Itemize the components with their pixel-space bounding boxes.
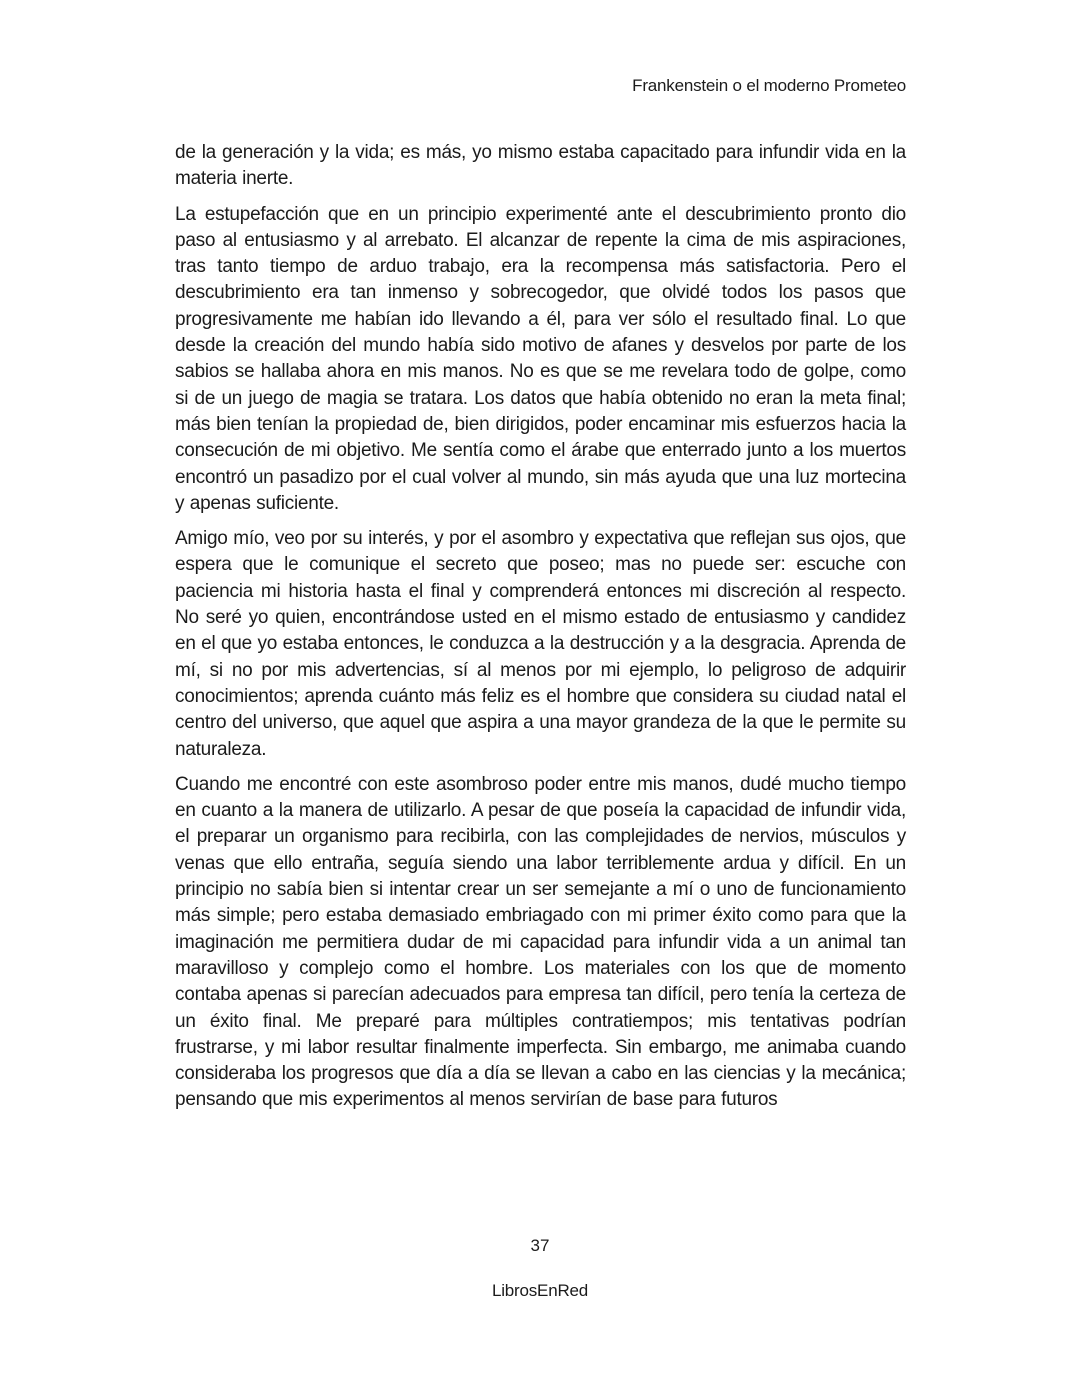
paragraph: de la generación y la vida; es más, yo mismo estaba capacitado para infundir vida en la materia inerte. <box>175 142 906 190</box>
page-number: 37 <box>530 1236 550 1255</box>
book-page <box>175 0 906 1397</box>
running-header: Frankenstein o el moderno Prometeo <box>632 76 906 95</box>
body-text <box>175 140 906 1123</box>
paragraph: Cuando me encontré con este asombroso poder entre mis manos, dudé mucho tiempo en cuanto a la manera de utilizarlo. A pesar de que poseía la capacidad de infundir vida, el preparar un organismo para recibirla, con las complejidades de nervios, músculos y venas que ello entraña, seguía siendo una labor terriblemente ardua y difícil. En un principio no sabía bien si intentar crear un ser semejante a mí o uno de funcionamiento más simple; pero estaba demasiado embriagado con mi primer éxito como para que la imaginación me permitiera dudar de mi capacidad para infundir vida a un animal tan maravilloso y complejo como el hombre. Los materiales con los que de momento contaba apenas si parecían adecuados para empresa tan difícil, pero tenía la certeza de un éxito final. Me preparé para múltiples contratiempos; mis tentativas podrían frustrarse, y mi labor resultar finalmente imperfecta. Sin embargo, me animaba cuando consideraba los progresos que día a día se llevan a cabo en las ciencias y la mecánica; pensando que mis experimentos al menos servirían de base para futuros <box>175 773 906 1111</box>
paragraph: Amigo mío, veo por su interés, y por el asombro y expectativa que reflejan sus ojos, que espera que le comunique el secreto que poseo; mas no puede ser: escuche con paciencia mi historia hasta el final y comprenderá entonces mi discreción al respecto. No seré yo quien, encontrándose usted en el mismo estado de entusiasmo y candidez en el que yo estaba entonces, le conduzca a la destrucción y a la desgracia. Aprenda de mí, si no por mis advertencias, sí al menos por mi ejemplo, lo peligroso de adquirir conocimientos; aprenda cuánto más feliz es el hombre que considera su ciudad natal el centro del universo, que aquel que aspira a una mayor grandeza de la que le permite su naturaleza. <box>175 528 906 760</box>
publisher-mark: LibrosEnRed <box>491 1281 589 1300</box>
paragraph: La estupefacción que en un principio experimenté ante el descubrimiento pronto dio paso al entusiasmo y al arrebato. El alcanzar de repente la cima de mis aspiraciones, tras tanto tiempo de arduo trabajo, era la recompensa más satisfactoria. Pero el descubrimiento era tan inmenso y sobrecogedor, que olvidé todos los pasos que progresivamente me habían ido llevando a él, para ver sólo el resultado final. Lo que desde la creación del mundo había sido motivo de afanes y desvelos por parte de los sabios se hallaba ahora en mis manos. No es que se me revelara todo de golpe, como si de un juego de magia se tratara. Los datos que había obtenido no eran la meta final; más bien tenían la propiedad de, bien dirigidos, poder encaminar mis esfuerzos hacia la consecución de mi objetivo. Me sentía como el árabe que enterrado junto a los muertos encontró un pasadizo por el cual volver al mundo, sin más ayuda que una luz mortecina y apenas suficiente. <box>175 203 906 514</box>
